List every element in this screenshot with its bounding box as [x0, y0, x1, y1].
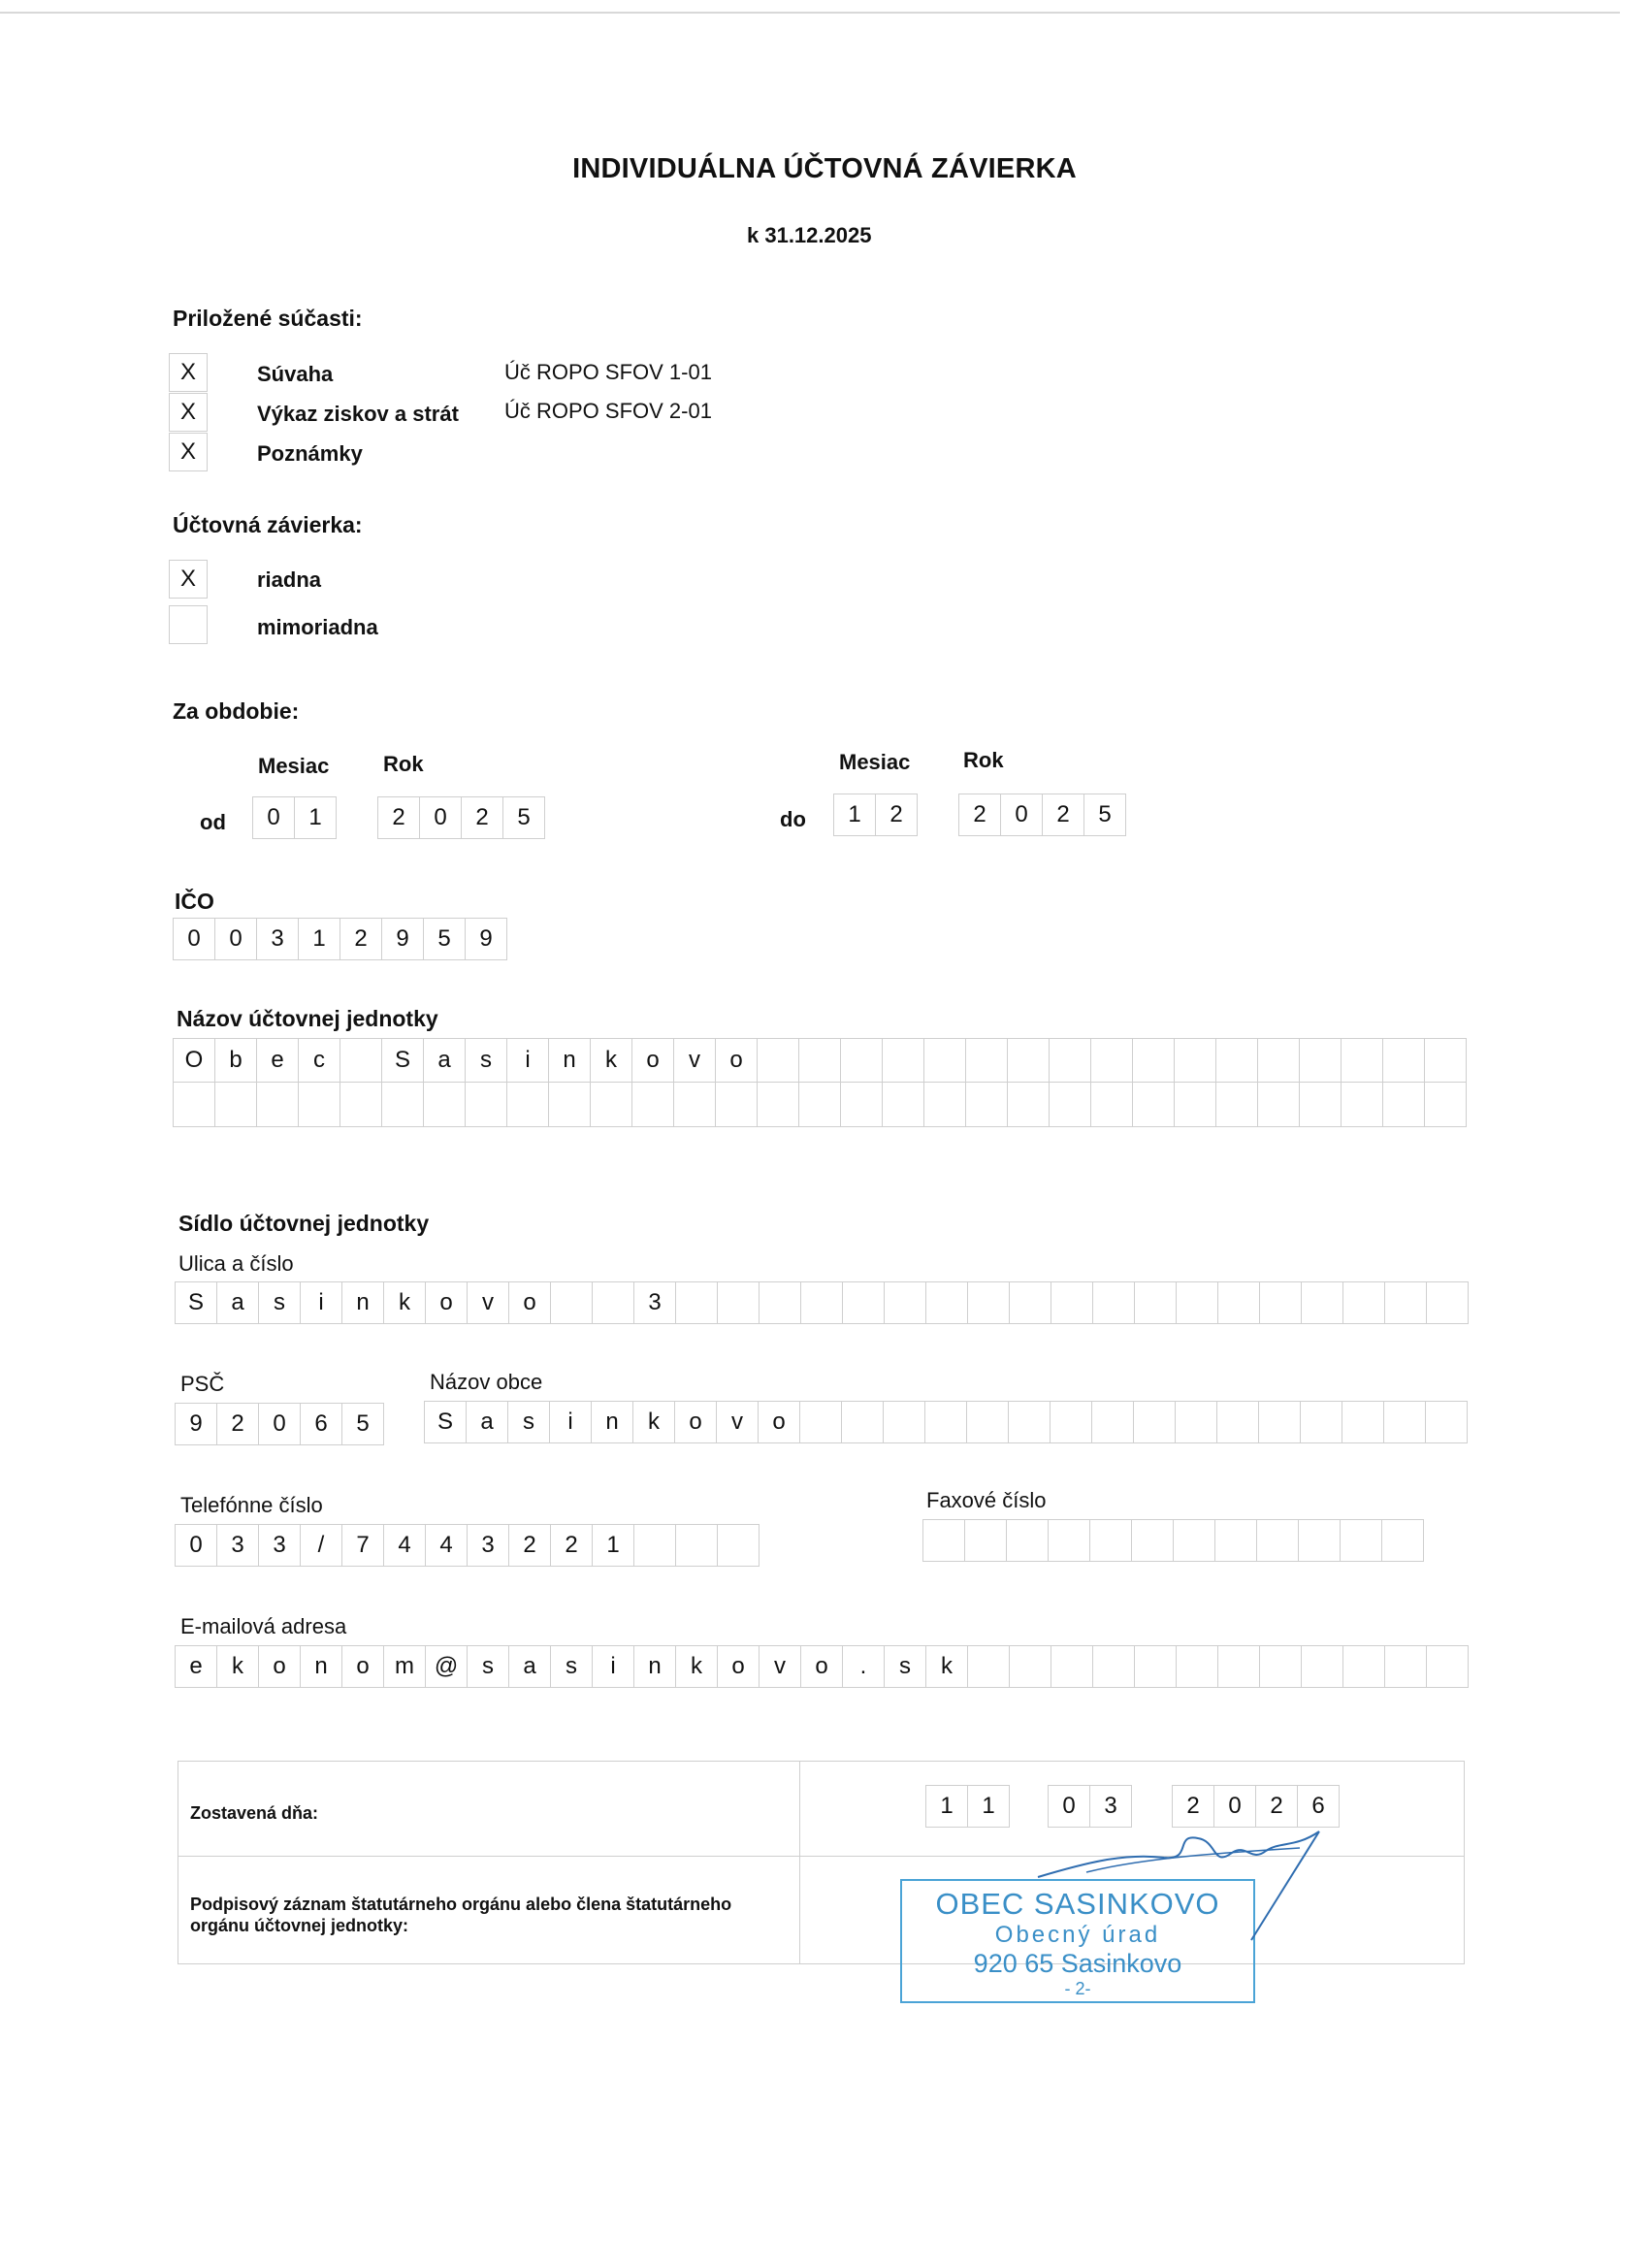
char-cell — [842, 1401, 884, 1443]
char-cell: 4 — [426, 1524, 468, 1567]
char-cell: / — [301, 1524, 342, 1567]
closing-label-regular: riadna — [257, 567, 322, 592]
char-cell — [382, 1083, 424, 1127]
digit-cell: 0 — [174, 918, 215, 960]
char-cell — [968, 1645, 1010, 1688]
char-cell — [925, 1401, 967, 1443]
char-cell: k — [591, 1038, 632, 1083]
char-cell: 3 — [259, 1524, 301, 1567]
char-cell: s — [551, 1645, 593, 1688]
char-cell — [1049, 1519, 1090, 1562]
char-cell: k — [217, 1645, 259, 1688]
char-cell — [1427, 1645, 1469, 1688]
char-cell — [843, 1281, 885, 1324]
email-label: E-mailová adresa — [180, 1614, 347, 1638]
char-cell — [674, 1083, 716, 1127]
char-cell — [1135, 1281, 1177, 1324]
char-cell — [799, 1038, 841, 1083]
char-cell — [1008, 1083, 1050, 1127]
char-cell — [1132, 1519, 1174, 1562]
char-cell: e — [176, 1645, 217, 1688]
char-cell: a — [467, 1401, 508, 1443]
street-label: Ulica a číslo — [178, 1251, 294, 1276]
digit-cell: 2 — [876, 794, 918, 836]
char-cell — [1218, 1281, 1260, 1324]
char-cell: v — [760, 1645, 801, 1688]
from-month-field[interactable] — [252, 796, 337, 839]
char-cell: @ — [426, 1645, 468, 1688]
char-cell — [1302, 1281, 1343, 1324]
closing-checkbox-extraordinary[interactable] — [169, 605, 208, 644]
char-cell — [885, 1281, 926, 1324]
char-cell: o — [259, 1645, 301, 1688]
char-cell — [1216, 1038, 1258, 1083]
char-cell — [1257, 1519, 1299, 1562]
char-cell — [1384, 1401, 1426, 1443]
char-cell — [593, 1281, 634, 1324]
char-cell: v — [674, 1038, 716, 1083]
char-cell — [1302, 1645, 1343, 1688]
closing-label-extraordinary: mimoriadna — [257, 615, 378, 639]
char-cell — [801, 1281, 843, 1324]
char-cell — [1342, 1083, 1383, 1127]
char-cell: o — [632, 1038, 674, 1083]
char-cell: v — [468, 1281, 509, 1324]
char-cell — [549, 1083, 591, 1127]
char-cell — [1091, 1038, 1133, 1083]
char-cell — [299, 1083, 340, 1127]
char-cell: i — [593, 1645, 634, 1688]
digit-cell: 0 — [253, 796, 295, 839]
char-cell — [1343, 1645, 1385, 1688]
char-cell: n — [634, 1645, 676, 1688]
report-date: k 31.12.2025 — [747, 223, 872, 247]
char-cell — [1382, 1519, 1424, 1562]
char-cell — [1175, 1083, 1216, 1127]
char-cell — [1009, 1401, 1051, 1443]
char-cell — [1218, 1645, 1260, 1688]
digit-cell: 2 — [1043, 794, 1084, 836]
char-cell — [1300, 1038, 1342, 1083]
char-cell — [1093, 1281, 1135, 1324]
attachments-heading: Priložené súčasti: — [173, 306, 363, 331]
char-cell: S — [425, 1401, 467, 1443]
attachment-checkbox-balance[interactable]: X — [169, 353, 208, 392]
char-cell — [1010, 1645, 1051, 1688]
char-cell — [884, 1401, 925, 1443]
char-cell: i — [507, 1038, 549, 1083]
char-cell: 5 — [342, 1403, 384, 1445]
period-to-label: do — [780, 807, 806, 831]
char-cell: o — [759, 1401, 800, 1443]
char-cell — [1425, 1038, 1467, 1083]
char-cell — [257, 1083, 299, 1127]
char-cell: a — [424, 1038, 466, 1083]
char-cell — [760, 1281, 801, 1324]
fax-field[interactable] — [922, 1519, 1424, 1562]
char-cell — [1092, 1401, 1134, 1443]
top-rule — [0, 12, 1620, 14]
digit-cell: 0 — [1214, 1785, 1256, 1828]
char-cell — [1259, 1401, 1301, 1443]
char-cell — [340, 1038, 382, 1083]
char-cell: e — [257, 1038, 299, 1083]
char-cell — [1133, 1083, 1175, 1127]
char-cell: i — [301, 1281, 342, 1324]
char-cell — [718, 1524, 760, 1567]
char-cell: a — [217, 1281, 259, 1324]
char-cell — [758, 1083, 799, 1127]
char-cell — [215, 1083, 257, 1127]
period-from-label: od — [200, 810, 226, 834]
char-cell — [1385, 1645, 1427, 1688]
char-cell — [926, 1281, 968, 1324]
char-cell: n — [342, 1281, 384, 1324]
char-cell: 3 — [634, 1281, 676, 1324]
char-cell — [1174, 1519, 1215, 1562]
digit-cell: 5 — [424, 918, 466, 960]
digit-cell: 3 — [1090, 1785, 1132, 1828]
char-cell — [507, 1083, 549, 1127]
char-cell — [1301, 1401, 1342, 1443]
psc-field[interactable] — [175, 1403, 384, 1445]
char-cell: 3 — [468, 1524, 509, 1567]
digit-cell: 5 — [503, 796, 545, 839]
char-cell — [1427, 1281, 1469, 1324]
digit-cell: 2 — [378, 796, 420, 839]
psc-label: PSČ — [180, 1372, 225, 1396]
char-cell — [1051, 1281, 1093, 1324]
period-from-month-label: Mesiac — [258, 754, 330, 778]
char-cell — [632, 1083, 674, 1127]
compiled-day-field[interactable] — [925, 1785, 1010, 1828]
to-year-field[interactable] — [958, 794, 1126, 836]
char-cell — [634, 1524, 676, 1567]
char-cell — [758, 1038, 799, 1083]
char-cell — [1176, 1401, 1217, 1443]
char-cell: 6 — [301, 1403, 342, 1445]
digit-cell: 0 — [215, 918, 257, 960]
char-cell: . — [843, 1645, 885, 1688]
char-cell — [883, 1038, 924, 1083]
char-cell — [1135, 1645, 1177, 1688]
char-cell — [1342, 1038, 1383, 1083]
char-cell: s — [885, 1645, 926, 1688]
char-cell: n — [549, 1038, 591, 1083]
digit-cell: 1 — [968, 1785, 1010, 1828]
char-cell — [466, 1083, 507, 1127]
digit-cell: 2 — [340, 918, 382, 960]
char-cell: n — [301, 1645, 342, 1688]
char-cell: k — [384, 1281, 426, 1324]
compiled-label: Zostavená dňa: — [190, 1803, 319, 1823]
char-cell — [1385, 1281, 1427, 1324]
char-cell — [841, 1038, 883, 1083]
char-cell — [1215, 1519, 1257, 1562]
char-cell — [841, 1083, 883, 1127]
digit-cell: 0 — [1001, 794, 1043, 836]
char-cell: s — [508, 1401, 550, 1443]
digit-cell: 0 — [420, 796, 462, 839]
email-field[interactable] — [175, 1645, 1469, 1688]
digit-cell: 5 — [1084, 794, 1126, 836]
char-cell: n — [592, 1401, 633, 1443]
char-cell: 7 — [342, 1524, 384, 1567]
digit-cell: 1 — [926, 1785, 968, 1828]
char-cell: o — [675, 1401, 717, 1443]
char-cell — [968, 1281, 1010, 1324]
char-cell: S — [382, 1038, 424, 1083]
char-cell: s — [468, 1645, 509, 1688]
digit-cell: 2 — [1256, 1785, 1298, 1828]
char-cell: 4 — [384, 1524, 426, 1567]
char-cell: a — [509, 1645, 551, 1688]
char-cell — [1383, 1083, 1425, 1127]
char-cell — [1093, 1645, 1135, 1688]
phone-field[interactable] — [175, 1524, 760, 1567]
char-cell: 3 — [217, 1524, 259, 1567]
char-cell: 2 — [509, 1524, 551, 1567]
digit-cell: 3 — [257, 918, 299, 960]
attachment-code-income: Úč ROPO SFOV 2-01 — [504, 399, 712, 423]
char-cell: i — [550, 1401, 592, 1443]
period-from-year-label: Rok — [383, 752, 424, 776]
char-cell — [1343, 1281, 1385, 1324]
digit-cell: 2 — [462, 796, 503, 839]
char-cell — [799, 1083, 841, 1127]
town-field[interactable] — [424, 1401, 1468, 1443]
char-cell: k — [926, 1645, 968, 1688]
divider — [799, 1762, 800, 1963]
char-cell — [340, 1083, 382, 1127]
char-cell — [1260, 1645, 1302, 1688]
char-cell — [1383, 1038, 1425, 1083]
digit-cell: 9 — [466, 918, 507, 960]
digit-cell: 0 — [1049, 1785, 1090, 1828]
char-cell: S — [176, 1281, 217, 1324]
char-cell — [1177, 1281, 1218, 1324]
digit-cell: 9 — [382, 918, 424, 960]
char-cell: o — [718, 1645, 760, 1688]
digit-cell: 1 — [834, 794, 876, 836]
digit-cell: 2 — [1173, 1785, 1214, 1828]
digit-cell: 1 — [295, 796, 337, 839]
attachment-label-income: Výkaz ziskov a strát — [257, 402, 459, 426]
closing-heading: Účtovná závierka: — [173, 512, 363, 537]
char-cell — [1216, 1083, 1258, 1127]
char-cell: b — [215, 1038, 257, 1083]
char-cell — [1426, 1401, 1468, 1443]
char-cell — [1258, 1038, 1300, 1083]
char-cell — [1299, 1519, 1341, 1562]
signature-label: Podpisový záznam štatutárneho orgánu alebo člena štatutárneho orgánu účtovnej jednotky: — [190, 1895, 732, 1935]
char-cell — [1425, 1083, 1467, 1127]
char-cell — [1260, 1281, 1302, 1324]
ico-label: IČO — [175, 889, 214, 914]
char-cell: v — [717, 1401, 759, 1443]
char-cell — [551, 1281, 593, 1324]
char-cell — [1050, 1083, 1091, 1127]
char-cell — [676, 1281, 718, 1324]
attachment-checkbox-notes[interactable]: X — [169, 433, 208, 471]
char-cell — [965, 1519, 1007, 1562]
char-cell: k — [676, 1645, 718, 1688]
compiled-year-field[interactable] — [1172, 1785, 1340, 1828]
unit-name-label: Názov účtovnej jednotky — [177, 1006, 438, 1031]
char-cell: o — [426, 1281, 468, 1324]
char-cell — [924, 1083, 966, 1127]
char-cell: 9 — [176, 1403, 217, 1445]
char-cell — [1134, 1401, 1176, 1443]
char-cell — [1008, 1038, 1050, 1083]
stamp-line-2: Obecný úrad — [994, 1922, 1161, 1948]
from-year-field[interactable] — [377, 796, 545, 839]
char-cell — [967, 1401, 1009, 1443]
seat-heading: Sídlo účtovnej jednotky — [178, 1211, 430, 1236]
char-cell — [1341, 1519, 1382, 1562]
digit-cell: 2 — [959, 794, 1001, 836]
attachment-code-balance: Úč ROPO SFOV 1-01 — [504, 360, 712, 384]
char-cell: 2 — [551, 1524, 593, 1567]
char-cell: o — [801, 1645, 843, 1688]
char-cell — [1051, 1401, 1092, 1443]
town-label: Názov obce — [430, 1370, 543, 1394]
char-cell — [1342, 1401, 1384, 1443]
ico-field[interactable] — [173, 918, 507, 960]
char-cell — [174, 1083, 215, 1127]
char-cell — [966, 1038, 1008, 1083]
char-cell — [676, 1524, 718, 1567]
char-cell — [883, 1083, 924, 1127]
char-cell — [1258, 1083, 1300, 1127]
char-cell: k — [633, 1401, 675, 1443]
char-cell: m — [384, 1645, 426, 1688]
char-cell: c — [299, 1038, 340, 1083]
char-cell: o — [509, 1281, 551, 1324]
char-cell — [923, 1519, 965, 1562]
digit-cell: 6 — [1298, 1785, 1340, 1828]
char-cell — [1007, 1519, 1049, 1562]
stamp-line-4: - 2- — [1064, 1979, 1091, 1998]
fax-label: Faxové číslo — [926, 1488, 1047, 1512]
char-cell — [1177, 1645, 1218, 1688]
char-cell — [591, 1083, 632, 1127]
char-cell: s — [466, 1038, 507, 1083]
char-cell: 2 — [217, 1403, 259, 1445]
closing-checkbox-regular[interactable]: X — [169, 560, 208, 599]
unit-name-field[interactable] — [173, 1038, 1467, 1127]
char-cell — [424, 1083, 466, 1127]
char-cell — [1091, 1083, 1133, 1127]
char-cell — [1300, 1083, 1342, 1127]
char-cell — [800, 1401, 842, 1443]
char-cell — [1133, 1038, 1175, 1083]
period-to-year-label: Rok — [963, 748, 1004, 772]
char-cell: 1 — [593, 1524, 634, 1567]
char-cell: o — [342, 1645, 384, 1688]
char-cell — [1175, 1038, 1216, 1083]
char-cell: O — [174, 1038, 215, 1083]
street-field[interactable] — [175, 1281, 1469, 1324]
char-cell — [1010, 1281, 1051, 1324]
char-cell: s — [259, 1281, 301, 1324]
char-cell: o — [716, 1038, 758, 1083]
char-cell — [716, 1083, 758, 1127]
handwritten-signature — [1028, 1824, 1339, 1950]
char-cell — [924, 1038, 966, 1083]
stamp-line-1: OBEC SASINKOVO — [935, 1887, 1220, 1921]
attachment-label-notes: Poznámky — [257, 441, 363, 466]
page-title: INDIVIDUÁLNA ÚČTOVNÁ ZÁVIERKA — [572, 153, 1077, 184]
char-cell — [1051, 1645, 1093, 1688]
char-cell — [718, 1281, 760, 1324]
period-heading: Za obdobie: — [173, 698, 300, 724]
char-cell — [966, 1083, 1008, 1127]
period-to-month-label: Mesiac — [839, 750, 911, 774]
attachment-label-balance: Súvaha — [257, 362, 334, 386]
digit-cell: 1 — [299, 918, 340, 960]
to-month-field[interactable] — [833, 794, 918, 836]
char-cell — [1217, 1401, 1259, 1443]
char-cell — [1050, 1038, 1091, 1083]
phone-label: Telefónne číslo — [180, 1493, 323, 1517]
char-cell — [1090, 1519, 1132, 1562]
compiled-month-field[interactable] — [1048, 1785, 1132, 1828]
char-cell: 0 — [259, 1403, 301, 1445]
stamp-line-3: 920 65 Sasinkovo — [973, 1949, 1182, 1978]
attachment-checkbox-income[interactable]: X — [169, 393, 208, 432]
char-cell: 0 — [176, 1524, 217, 1567]
